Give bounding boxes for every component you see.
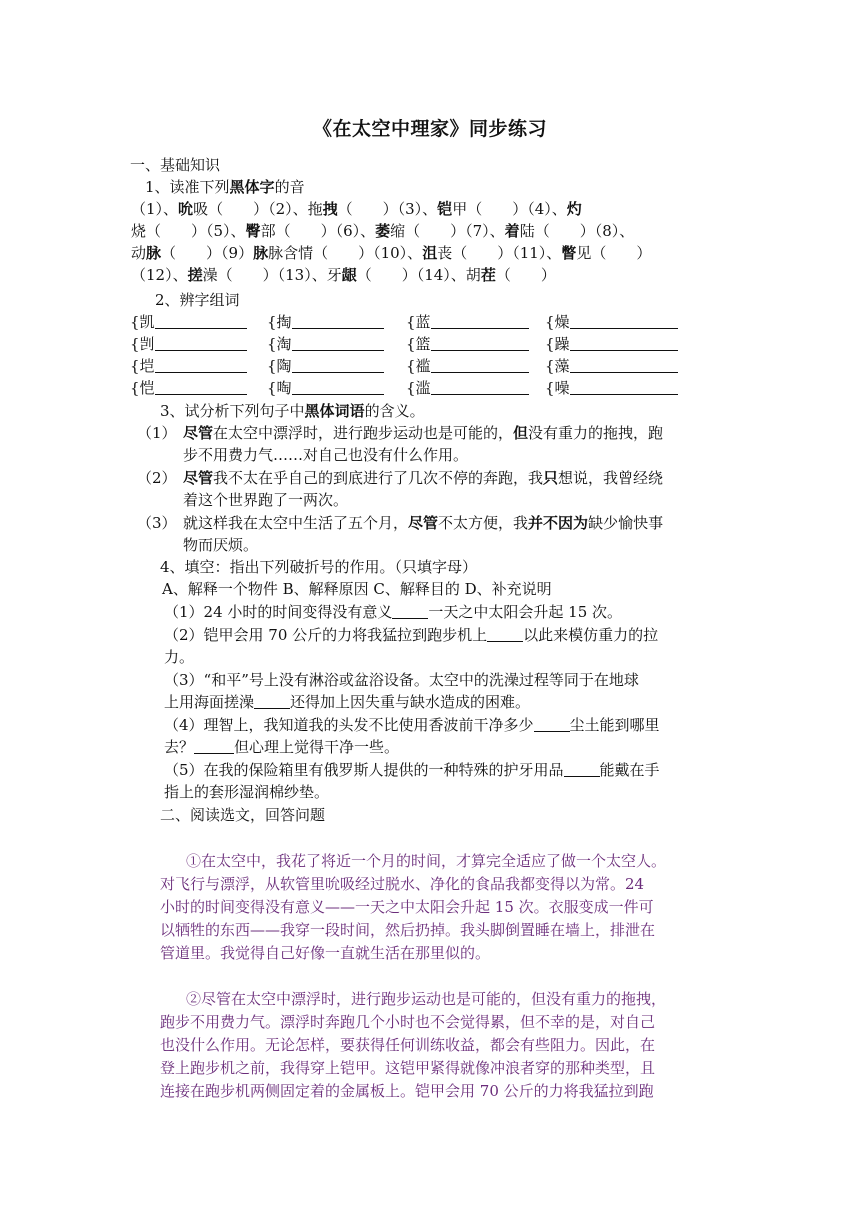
answer-blank[interactable] xyxy=(570,356,678,373)
answer-blank[interactable] xyxy=(570,378,678,395)
q4-sentence-4: （4）理智上，我知道我的头发不比使用香波前干净多少 尘土能到哪里 xyxy=(164,716,660,734)
answer-blank[interactable] xyxy=(570,312,678,329)
q4-sentence-2: （2）铠甲会用 70 公斤的力将我猛拉到跑步机上 以此来模仿重力的拉 xyxy=(164,626,659,644)
answer-blank[interactable] xyxy=(292,356,384,373)
passage-line: ①在太空中，我花了将近一个月的时间，才算完全适应了做一个太空人。 xyxy=(186,852,667,870)
q3-item-text: 着这个世界跑了一两次。 xyxy=(183,491,349,509)
answer-blank[interactable] xyxy=(431,334,529,351)
q3-item-text: 尽管在太空中漂浮时，进行跑步运动也是可能的，但没有重力的拖拽，跑 xyxy=(183,424,664,442)
passage-line: 连接在跑步机两侧固定着的金属板上。铠甲会用 70 公斤的力将我猛拉到跑 xyxy=(160,1082,654,1100)
passage-line: 小时的时间变得没有意义——一天之中太阳会升起 15 次。衣服变成一件可 xyxy=(160,898,654,916)
section-heading-reading: 二、阅读选文，回答问题 xyxy=(160,806,326,824)
answer-blank[interactable] xyxy=(155,356,247,373)
answer-blank[interactable] xyxy=(155,334,247,351)
q3-item-number: （3） xyxy=(137,514,177,532)
answer-blank[interactable] xyxy=(487,625,523,642)
answer-blank[interactable] xyxy=(431,312,529,329)
q4-sentence-2-cont: 力。 xyxy=(164,648,195,666)
answer-blank[interactable] xyxy=(155,312,247,329)
q3-item-text: 物而厌烦。 xyxy=(183,536,259,554)
word-group-row: {凯 {掏 {蓝 {燥 xyxy=(130,311,684,333)
q1-line-2: 烧（ ）（5）、臀部（ ）（6）、萎缩（ ）（7）、着陆（ ）（8）、 xyxy=(131,222,635,240)
q4-sentence-4-cont: 去？ 但心理上觉得干净一些。 xyxy=(164,738,400,756)
q3-item-number: （2） xyxy=(137,469,177,487)
q4-sentence-3-cont: 上用海面搓澡 还得加上因失重与缺水造成的困难。 xyxy=(164,693,531,711)
q1-line-4: （12）、搓澡（ ）（13）、牙龈（ ）（14）、胡茬（ ） xyxy=(131,266,556,284)
q4-sentence-5-cont: 指上的套形湿润棉纱垫。 xyxy=(164,783,330,801)
word-group-row: {恺 {啕 {滥 {噪 xyxy=(130,377,684,399)
passage-line: 也没什么作用。无论怎样，要获得任何训练收益，都会有些阻力。因此，在 xyxy=(160,1036,656,1054)
answer-blank[interactable] xyxy=(534,715,570,732)
q1-line-3: 动脉（ ）（9）脉脉含情（ ）（10）、沮丧（ ）（11）、瞥见（ ） xyxy=(131,244,652,262)
passage-line: 对飞行与漂浮，从软管里吮吸经过脱水、净化的食品我都变得以为常。24 xyxy=(160,875,645,893)
answer-blank[interactable] xyxy=(564,760,600,777)
answer-blank[interactable] xyxy=(292,378,384,395)
answer-blank[interactable] xyxy=(431,356,529,373)
passage-line: 管道里。我觉得自己好像一直就生活在那里似的。 xyxy=(160,944,491,962)
question-1-label: 1、读准下列黑体字的音 xyxy=(145,178,305,196)
answer-blank[interactable] xyxy=(292,334,384,351)
answer-blank[interactable] xyxy=(155,378,247,395)
passage-line: 跑步不用费力气。漂浮时奔跑几个小时也不会觉得累，但不幸的是，对自己 xyxy=(160,1013,656,1031)
q3-item-text: 就这样我在太空中生活了五个月，尽管不太方便，我并不因为缺少愉快事 xyxy=(183,514,664,532)
question-4-label: 4、填空：指出下列破折号的作用。（只填字母） xyxy=(160,558,478,576)
answer-blank[interactable] xyxy=(194,737,234,754)
q4-options: A、解释一个物件 B、解释原因 C、解释目的 D、补充说明 xyxy=(162,580,552,598)
question-3-label: 3、试分析下列句子中黑体词语的含义。 xyxy=(160,402,425,420)
answer-blank[interactable] xyxy=(292,312,384,329)
q1-line-1: （1）、吮吸（ ）（2）、拖拽（ ）（3）、铠甲（ ）（4）、灼 xyxy=(131,200,582,218)
q3-item-text: 步不用费力气……对自己也没有什么作用。 xyxy=(183,446,469,464)
word-group-row: {垲 {陶 {褴 {藻 xyxy=(130,355,684,377)
q4-sentence-1: （1）24 小时的时间变得没有意义 一天之中太阳会升起 15 次。 xyxy=(164,603,623,621)
passage-line: 以牺牲的东西——我穿一段时间，然后扔掉。我头脚倒置睡在墙上，排泄在 xyxy=(160,921,656,939)
question-2-label: 2、辨字组词 xyxy=(155,291,240,309)
passage-line: ②尽管在太空中漂浮时，进行跑步运动也是可能的，但没有重力的拖拽， xyxy=(186,990,667,1008)
answer-blank[interactable] xyxy=(254,692,290,709)
answer-blank[interactable] xyxy=(392,602,428,619)
passage-line: 登上跑步机之前，我得穿上铠甲。这铠甲紧得就像冲浪者穿的那种类型，且 xyxy=(160,1059,656,1077)
q4-sentence-5: （5）在我的保险箱里有俄罗斯人提供的一种特殊的护牙用品 能戴在手 xyxy=(164,761,660,779)
q4-sentence-3: （3）“和平”号上没有淋浴或盆浴设备。太空中的洗澡过程等同于在地球 xyxy=(164,671,639,689)
section-heading-basics: 一、基础知识 xyxy=(130,156,221,174)
word-group-row: {剀 {淘 {篮 {躁 xyxy=(130,333,684,355)
page-title: 《在太空中理家》同步练习 xyxy=(312,118,547,140)
q3-item-number: （1） xyxy=(137,424,177,442)
answer-blank[interactable] xyxy=(431,378,529,395)
q3-item-text: 尽管我不太在乎自己的到底进行了几次不停的奔跑，我只想说，我曾经绕 xyxy=(183,469,664,487)
answer-blank[interactable] xyxy=(570,334,678,351)
